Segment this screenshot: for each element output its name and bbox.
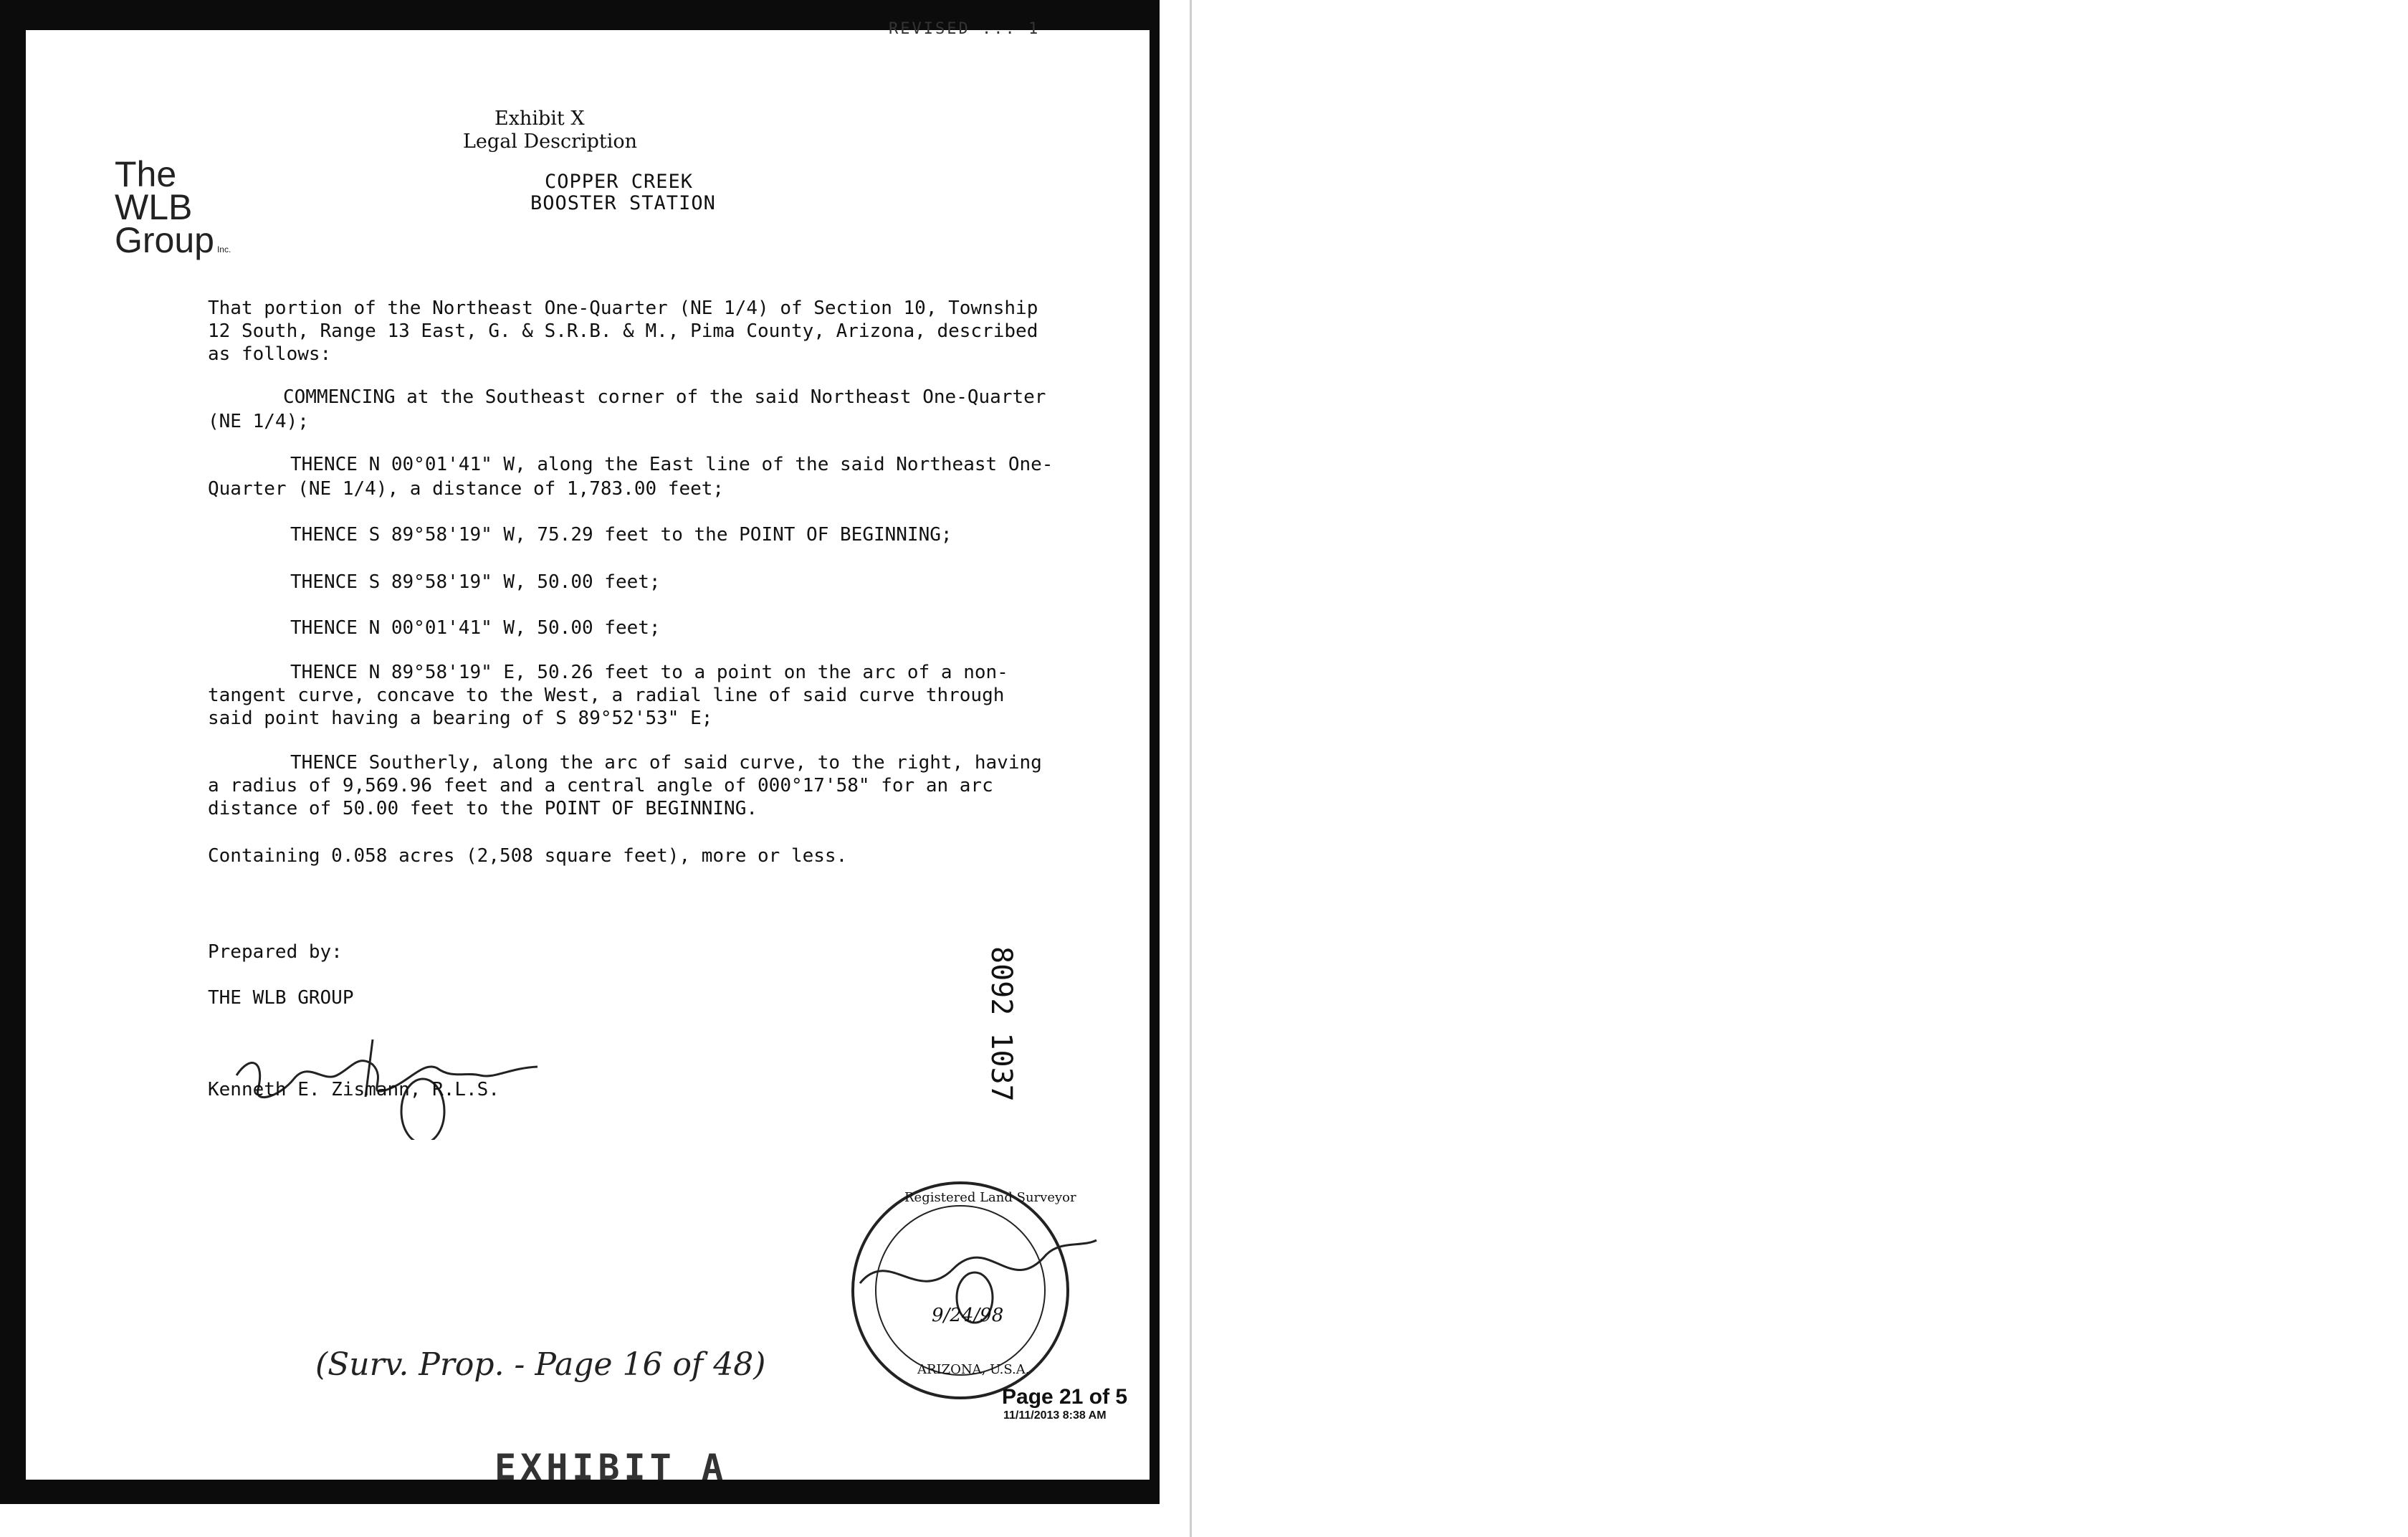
logo-suffix: Inc. — [216, 244, 231, 254]
exhibit-heading: Exhibit X — [494, 108, 585, 130]
course-text: THENCE N 00°01'41" W, along the East line of the said Northeast One- — [290, 454, 1054, 475]
seal-top-text: Registered Land Surveyor — [904, 1190, 1076, 1205]
intro-line: as follows: — [208, 343, 332, 365]
course-text: THENCE Southerly, along the arc of said curve, to the right, having — [290, 752, 1042, 774]
preparer-company: THE WLB GROUP — [208, 987, 354, 1009]
handwritten-note: (Surv. Prop. - Page 16 of 48) — [315, 1346, 766, 1383]
course-text: said point having a bearing of S 89°52'53" E; — [208, 708, 713, 729]
logo-line: Group — [115, 220, 214, 260]
intro-line: That portion of the Northeast One-Quarter (NE 1/4) of Section 10, Township — [208, 298, 1038, 319]
logo-line: WLB — [115, 187, 193, 227]
course-text: Quarter (NE 1/4), a distance of 1,783.00 feet; — [208, 478, 725, 500]
course-text: THENCE S 89°58'19" W, 75.29 feet to the POINT OF BEGINNING; — [290, 524, 952, 546]
seal-bottom-text: ARIZONA, U.S.A. — [917, 1362, 1030, 1377]
surveyor-name: Kenneth E. Zismann, R.L.S. — [208, 1079, 500, 1100]
surveyor-signature — [222, 1011, 580, 1140]
station-title-line1: COPPER CREEK — [545, 171, 694, 193]
course-text: a radius of 9,569.96 feet and a central angle of 000°17'58" for an arc — [208, 775, 993, 796]
course-text: THENCE N 00°01'41" W, 50.00 feet; — [290, 617, 661, 639]
company-logo — [115, 154, 231, 266]
station-title-line2: BOOSTER STATION — [530, 192, 716, 214]
page-number-stamp: Page 21 of 5 — [1002, 1385, 1128, 1409]
seal-date: 9/24/98 — [932, 1305, 1004, 1326]
prepared-by-label: Prepared by: — [208, 941, 343, 963]
containing-area: Containing 0.058 acres (2,508 square feet), more or less. — [208, 845, 848, 867]
course-text: tangent curve, concave to the West, a radial line of said curve through — [208, 685, 1005, 706]
exhibit-footer-stamp: EXHIBIT A — [494, 1447, 727, 1488]
page-divider — [1190, 0, 1192, 1537]
logo-line: The — [115, 154, 177, 194]
course-text: COMMENCING at the Southeast corner of the said Northeast One-Quarter — [283, 386, 1046, 408]
course-text: THENCE S 89°58'19" W, 50.00 feet; — [290, 571, 661, 593]
legal-description-heading: Legal Description — [463, 130, 638, 153]
recording-number: 8092 1037 — [985, 946, 1018, 1102]
course-text: (NE 1/4); — [208, 411, 309, 432]
course-text: distance of 50.00 feet to the POINT OF BEGINNING. — [208, 798, 758, 819]
intro-line: 12 South, Range 13 East, G. & S.R.B. & M., Pima County, Arizona, described — [208, 320, 1038, 342]
course-text: THENCE N 89°58'19" E, 50.26 feet to a point on the arc of a non- — [290, 662, 1008, 683]
page-datetime-stamp: 11/11/2013 8:38 AM — [1003, 1409, 1107, 1422]
revision-stamp: REVISED ... 1 — [889, 20, 1041, 38]
